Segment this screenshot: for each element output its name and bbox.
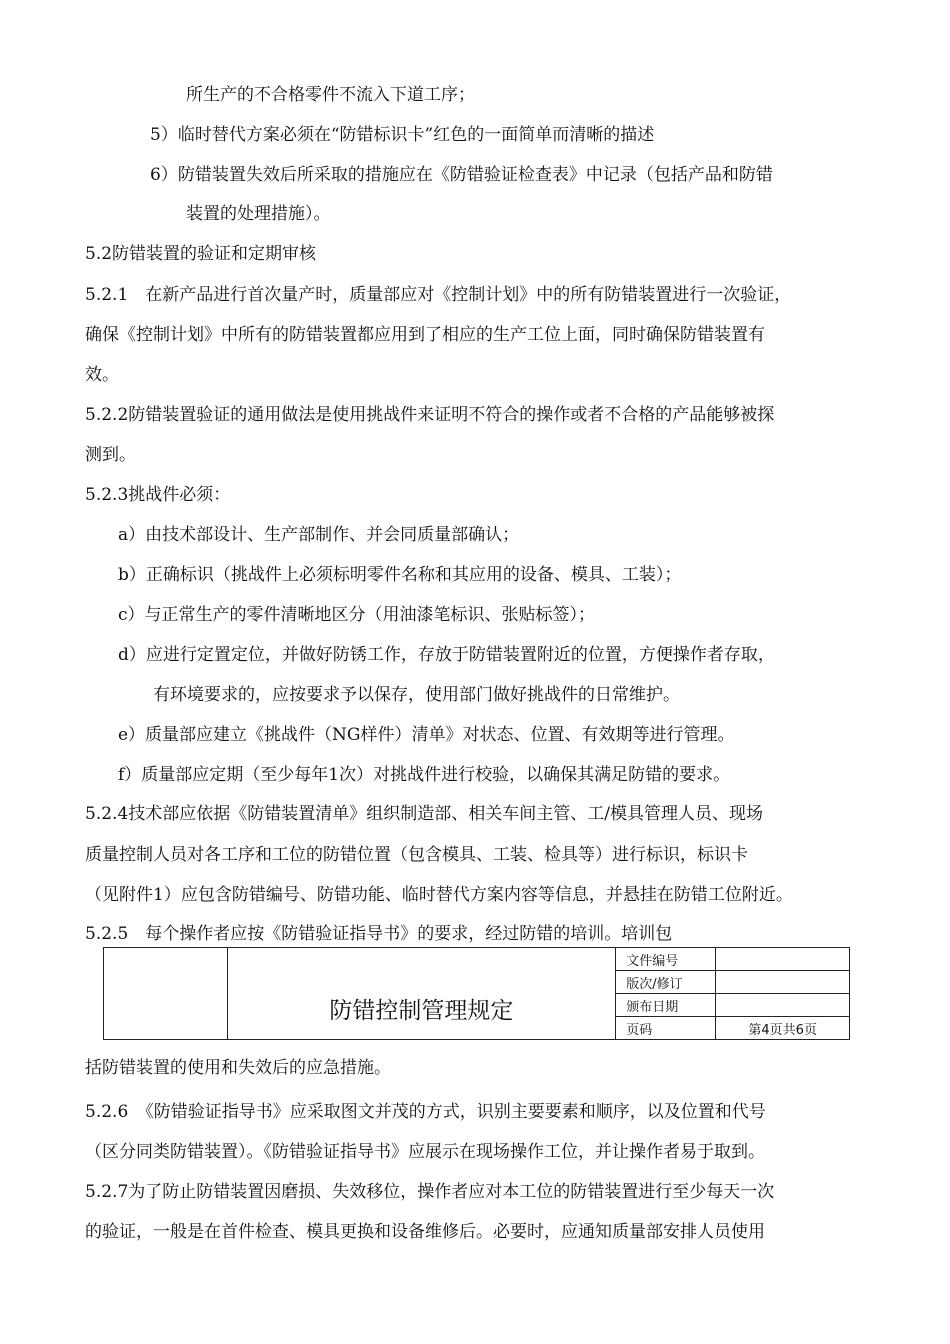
list-item: a）由技术部设计、生产部制作、并会同质量部确认；: [118, 525, 520, 545]
text-line: 5.2.2防错装置验证的通用做法是使用挑战件来证明不符合的操作或者不合格的产品能够被探: [85, 405, 775, 425]
text-line: 5.2.1 在新产品进行首次量产时，质量部应对《控制计划》中的所有防错装置进行一次验证，: [85, 285, 792, 305]
list-item: 5）临时替代方案必须在“防错标识卡”红色的一面简单而清晰的描述: [150, 125, 655, 145]
document-title: 防错控制管理规定: [329, 998, 514, 1024]
text-line: 质量控制人员对各工序和工位的防错位置（包含模具、工装、检具等）进行标识，标识卡: [85, 845, 748, 865]
list-item: e）质量部应建立《挑战件（NG样件）清单》对状态、位置、有效期等进行管理。: [118, 725, 735, 745]
text-line: 装置的处理措施）。: [186, 204, 331, 224]
field-label: 页码: [616, 1017, 716, 1040]
list-item: f）质量部应定期（至少每年1次）对挑战件进行校验，以确保其满足防错的要求。: [118, 765, 731, 785]
text-line: 所生产的不合格零件不流入下道工序；: [186, 85, 475, 105]
field-value: [716, 994, 850, 1017]
text-line: 5.2.6 《防错验证指导书》应采取图文并茂的方式，识别主要要素和顺序，以及位置和代号: [85, 1102, 766, 1122]
page-number: 第4页共6页: [716, 1017, 850, 1040]
field-label: 颁布日期: [616, 994, 716, 1017]
list-item: 6）防错装置失效后所采取的措施应在《防错验证检查表》中记录（包括产品和防错: [150, 165, 773, 185]
list-item: d）应进行定置定位，并做好防锈工作，存放于防错装置附近的位置，方便操作者存取，: [118, 645, 775, 665]
list-item: b）正确标识（挑战件上必须标明零件名称和其应用的设备、模具、工装）；: [118, 565, 682, 585]
text-line: 5.2.3挑战件必须：: [85, 485, 231, 505]
field-value: [716, 971, 850, 994]
field-label: 文件编号: [616, 948, 716, 971]
document-header-table: [103, 947, 850, 1040]
text-line: 测到。: [85, 445, 136, 465]
text-line: 5.2.5 每个操作者应按《防错验证指导书》的要求，经过防错的培训。培训包: [85, 924, 673, 944]
document-title-cell: [227, 948, 616, 1040]
text-line: 的验证，一般是在首件检查、模具更换和设备维修后。必要时，应通知质量部安排人员使用: [85, 1222, 765, 1242]
text-line: （见附件1）应包含防错编号、防错功能、临时替代方案内容等信息，并悬挂在防错工位附近。: [85, 885, 793, 905]
logo-cell: [104, 948, 228, 1040]
field-value: [716, 948, 850, 971]
text-line: （区分同类防错装置）。《防错验证指导书》应展示在现场操作工位，并让操作者易于取到。: [85, 1142, 765, 1162]
text-line: 5.2.7为了防止防错装置因磨损、失效移位，操作者应对本工位的防错装置进行至少每天一次: [85, 1182, 775, 1202]
text-line: 5.2.4技术部应依据《防错装置清单》组织制造部、相关车间主管、工/模具管理人员、现场: [85, 804, 763, 824]
text-line: 有环境要求的，应按要求予以保存，使用部门做好挑战件的日常维护。: [153, 685, 680, 705]
field-label: 版次/修订: [616, 971, 716, 994]
text-line: 括防错装置的使用和失效后的应急措施。: [85, 1058, 391, 1078]
text-line: 确保《控制计划》中所有的防错装置都应用到了相应的生产工位上面，同时确保防错装置有: [85, 325, 765, 345]
list-item: c）与正常生产的零件清晰地区分（用油漆笔标识、张贴标签）；: [118, 605, 596, 625]
text-line: 效。: [85, 365, 119, 385]
section-heading: 5.2防错装置的验证和定期审核: [85, 244, 317, 264]
